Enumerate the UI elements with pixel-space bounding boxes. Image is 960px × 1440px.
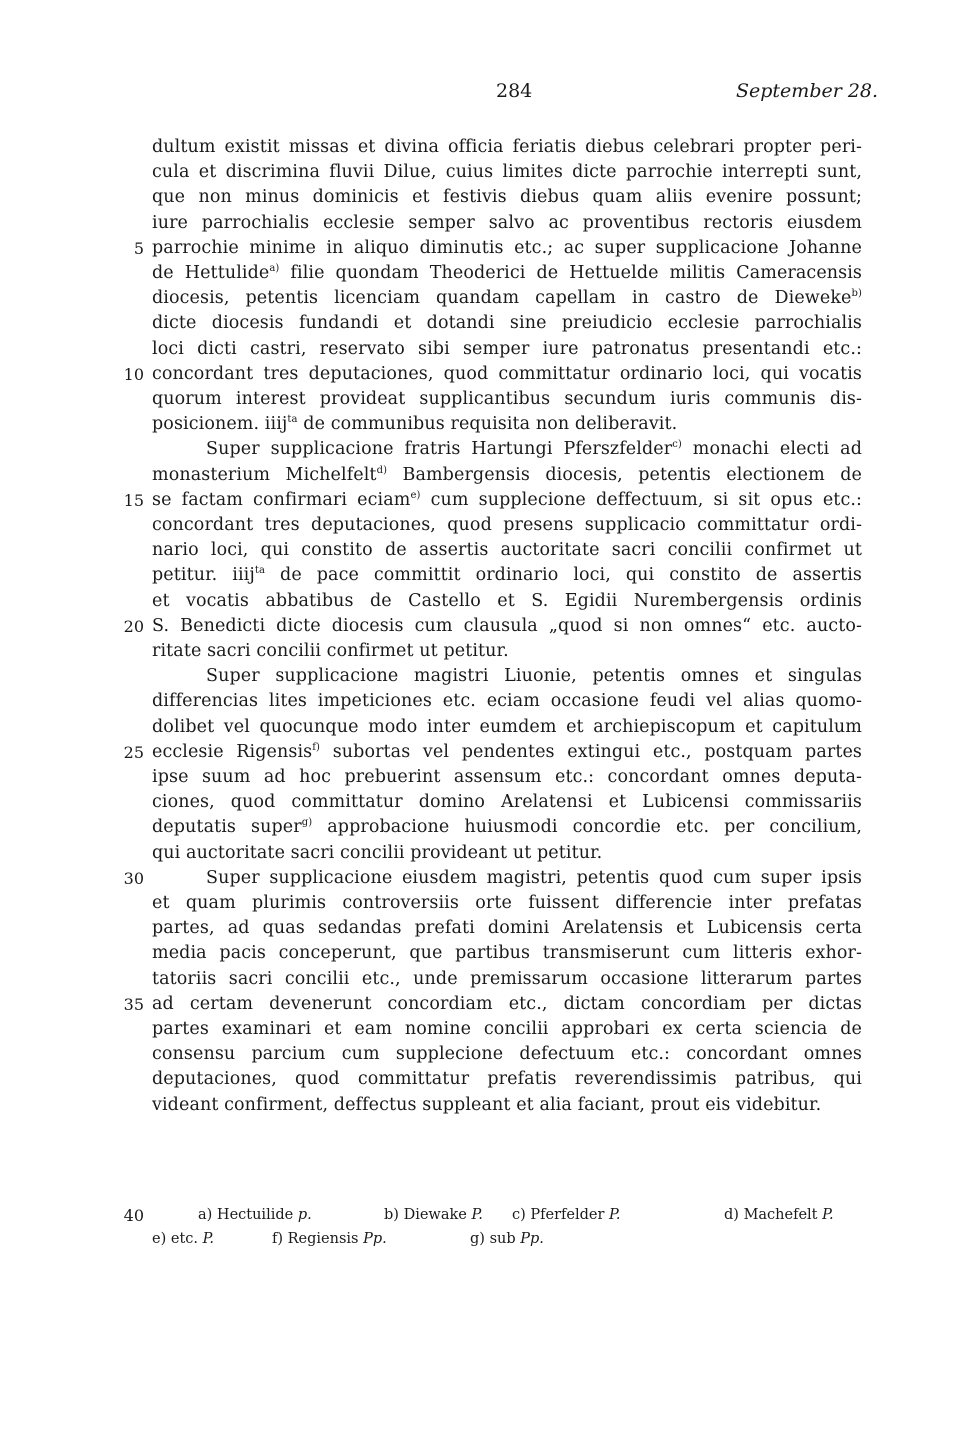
text-line: partes, ad quas sedandas prefati domini Arelatensis et Lubicensis certa: [152, 918, 862, 939]
text-line: parrochie minime in aliquo diminutis etc.; ac super supplicacione Johanne: [152, 237, 862, 258]
line-number: 15: [123, 490, 144, 510]
text-line: loci dicti castri, reservato sibi semper iure patronatus presentandi etc.:: [152, 338, 862, 359]
page-number: 284: [496, 80, 533, 102]
footnote-mark: g): [470, 1231, 490, 1247]
text-line: differencias lites impeticiones etc. eciam occasione feudi vel alias quomo-: [152, 691, 862, 712]
footnote: [272, 1231, 387, 1247]
footnote: [152, 1231, 214, 1247]
footnote-mark: a): [198, 1207, 217, 1223]
line-number: 20: [123, 616, 144, 636]
text-line: consensu parcium cum supplecione defectuum etc.: concordant omnes: [152, 1044, 862, 1065]
footnote-source: Pp.: [520, 1231, 544, 1247]
text-line: deputaciones, quod committatur prefatis reverendissimis patribus, qui: [152, 1069, 862, 1090]
text-line: quorum interest provideat supplicantibus secundum iuris communis dis-: [152, 389, 862, 409]
running-head: September 28.: [736, 80, 879, 102]
footnote: [512, 1207, 620, 1223]
text-segment: ecclesie Rigensis: [152, 741, 313, 762]
text-segment: de communibus requisita non deliberavit.: [297, 414, 678, 435]
text-segment: se factam confirmari eciam: [152, 489, 411, 510]
footnote-marker: ta: [254, 565, 266, 577]
text-line: dultum existit missas et divina officia feriatis diebus celebrari propter peri-: [152, 137, 862, 157]
footnote: [198, 1207, 312, 1223]
text-line: Super supplicacione eiusdem magistri, petentis quod cum super ipsis: [206, 867, 862, 888]
footnote-mark: d): [724, 1207, 744, 1223]
footnote: [724, 1207, 834, 1223]
footnote-marker: d): [376, 464, 388, 476]
text-line: media pacis conceperunt, que partibus transmiserunt cum litteris exhor-: [152, 943, 862, 964]
footnote: [470, 1231, 544, 1247]
text-line: que non minus dominicis et festivis diebus quam aliis evenire possunt;: [152, 187, 862, 208]
text-segment: de Hettulide: [152, 263, 270, 283]
text-segment: petitur. iiij: [152, 565, 255, 586]
text-segment: monachi electi ad: [681, 439, 862, 460]
footnote-marker: c): [672, 439, 682, 451]
text-segment: subortas vel pendentes extingui etc., postquam partes: [320, 741, 862, 762]
text-line: S. Benedicti dicte diocesis cum clausula „quod si non omnes“ etc. aucto-: [152, 615, 862, 636]
text-segment: monasterium Michelfelt: [152, 464, 377, 485]
text-line: videant confirment, deffectus suppleant et alia faciant, prout eis videbitur.: [152, 1094, 822, 1115]
footnote-source: p.: [297, 1207, 312, 1223]
text-line: et quam plurimis controversiis orte fuissent differencie inter prefatas: [152, 893, 862, 913]
text-segment: Bambergensis diocesis, petentis electionem de: [387, 464, 862, 485]
footnote-text: sub: [489, 1231, 521, 1247]
footnote-marker: a): [269, 263, 280, 274]
footnote-source: Pp.: [363, 1231, 387, 1247]
footnote-mark: c): [512, 1207, 531, 1223]
footnote-source: P.: [609, 1207, 621, 1223]
text-line: nario loci, qui constito de assertis auctoritate sacri concilii confirmet ut: [152, 540, 862, 561]
footnote-mark: b): [384, 1207, 404, 1223]
footnote-text: Diewake: [403, 1207, 472, 1223]
text-line: tatoriis sacri concilii etc., unde premissarum occasione litterarum partes: [152, 968, 862, 989]
text-line: Super supplicacione magistri Liuonie, petentis omnes et singulas: [206, 666, 862, 687]
text-segment: filie quondam Theoderici de Hettuelde militis Cameracensis: [279, 263, 862, 283]
line-number: 35: [123, 994, 144, 1014]
line-number: 40: [123, 1206, 144, 1225]
text-line: qui auctoritate sacri concilii provideant ut petitur.: [152, 842, 603, 863]
footnote-marker: e): [410, 489, 421, 501]
text-segment: Super supplicacione fratris Hartungi Pferszfelder: [206, 439, 673, 460]
text-line: et vocatis abbatibus de Castello et S. Egidii Nurembergensis ordinis: [152, 590, 862, 611]
footnote-text: Machefelt: [743, 1207, 823, 1223]
footnote-text: Pferfelder: [530, 1207, 610, 1223]
text-line: cula et discrimina fluvii Dilue, cuius limites dicte parrochie interrepti sunt,: [152, 162, 862, 183]
footnote-mark: f): [272, 1231, 288, 1247]
text-line: dicte diocesis fundandi et dotandi sine preiudicio ecclesie parrochialis: [152, 313, 862, 334]
text-line: concordant tres deputaciones, quod committatur ordinario loci, qui vocatis: [152, 363, 862, 384]
text-line: ad certam devenerunt concordiam etc., dictam concordiam per dictas: [152, 993, 862, 1014]
line-number: 25: [123, 742, 144, 762]
footnote-mark: e): [152, 1231, 171, 1247]
text-line: partes examinari et eam nomine concilii approbari ex certa sciencia de: [152, 1019, 862, 1039]
line-number: 10: [123, 364, 144, 384]
footnote-marker: g): [301, 817, 313, 829]
text-segment: cum supplecione deffectuum, si sit opus etc.:: [420, 489, 863, 510]
text-segment: deputatis super: [152, 817, 302, 838]
footnote-text: etc.: [170, 1231, 203, 1247]
footnote-text: Hectuilide: [216, 1207, 298, 1223]
text-line: dolibet vel quocunque modo inter eumdem et archiepiscopum et capitulum: [152, 716, 862, 737]
line-number: 5: [133, 238, 144, 258]
text-line: ipse suum ad hoc prebuerint assensum etc.: concordant omnes deputa-: [152, 767, 862, 787]
text-segment: posicionem. iiij: [152, 414, 288, 435]
footnote-marker: f): [312, 741, 321, 753]
footnote-marker: b): [851, 288, 862, 300]
text-segment: de pace committit ordinario loci, qui constito de assertis: [265, 565, 862, 586]
line-number: 30: [123, 868, 144, 888]
footnote-source: P.: [822, 1207, 834, 1223]
footnote-source: P.: [202, 1231, 215, 1247]
footnote-text: Regiensis: [287, 1231, 364, 1247]
footnote: [384, 1207, 483, 1223]
text-line: concordant tres deputaciones, quod presens supplicacio committatur ordi-: [152, 515, 862, 535]
text-line: iure parrochialis ecclesie semper salvo ac proventibus rectoris eiusdem: [152, 212, 862, 233]
footnote-source: P.: [471, 1207, 483, 1223]
footnote-marker: ta: [287, 414, 298, 426]
text-line: ciones, quod committatur domino Arelatensi et Lubicensi commissariis: [152, 792, 862, 813]
text-segment: approbacione huiusmodi concordie etc. per concilium,: [312, 817, 862, 838]
text-line: ritate sacri concilii confirmet ut petitur.: [152, 641, 509, 661]
text-segment: diocesis, petentis licenciam quandam capellam in castro de Dieweke: [152, 288, 852, 309]
